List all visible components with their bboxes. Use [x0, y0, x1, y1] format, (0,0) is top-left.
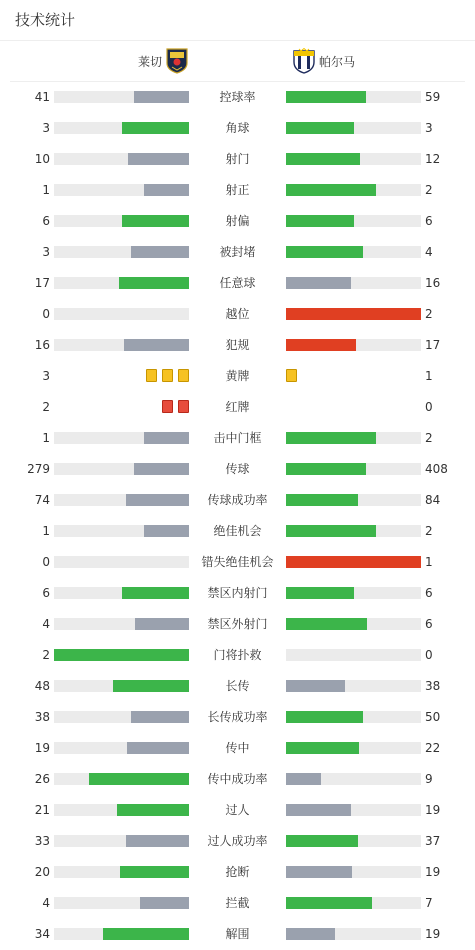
away-stat-bar [286, 649, 421, 661]
away-stat-bar-fill [286, 928, 335, 940]
away-cards [286, 369, 302, 383]
home-stat-bar-fill [144, 525, 189, 537]
home-stat-bar [54, 556, 189, 568]
away-stat-value: 19 [425, 803, 441, 817]
home-stat-bar [54, 525, 189, 537]
home-stat-value: 4 [42, 896, 50, 910]
away-stat-bar [286, 835, 421, 847]
away-stat-value: 0 [425, 648, 433, 662]
stat-label: 传中成功率 [207, 772, 268, 786]
away-stat-bar-fill [286, 153, 360, 165]
home-stat-bar [54, 246, 189, 258]
stat-row [0, 795, 475, 826]
home-stat-bar-fill [119, 277, 189, 289]
stats-list [0, 82, 475, 950]
home-stat-value: 10 [34, 152, 50, 166]
away-stat-bar-fill [286, 587, 354, 599]
away-stat-bar-fill [286, 122, 354, 134]
away-stat-value: 1 [425, 555, 433, 569]
away-stat-bar-fill [286, 494, 358, 506]
home-stat-value: 0 [42, 555, 50, 569]
stat-label: 门将扑救 [213, 648, 262, 662]
home-stat-bar-fill [127, 742, 189, 754]
home-stat-bar [54, 91, 189, 103]
away-stat-value: 2 [425, 183, 433, 197]
stat-label: 黄牌 [225, 369, 250, 383]
home-stat-bar-fill [126, 835, 189, 847]
away-stat-bar [286, 215, 421, 227]
away-stat-bar [286, 122, 421, 134]
home-stat-value: 20 [34, 865, 50, 879]
stat-label: 控球率 [219, 90, 256, 104]
away-stat-value: 19 [425, 865, 441, 879]
away-stat-value: 38 [425, 679, 441, 693]
home-stat-value: 279 [27, 462, 50, 476]
away-stat-bar [286, 153, 421, 165]
stat-label: 抢断 [225, 865, 250, 879]
stat-label: 击中门框 [213, 431, 262, 445]
home-stat-bar-fill [124, 339, 189, 351]
stat-row [0, 299, 475, 330]
stat-label: 传球 [225, 462, 250, 476]
home-stat-bar [54, 618, 189, 630]
page-title: 技术统计 [15, 11, 76, 29]
yellow-card-icon [162, 369, 173, 382]
stat-label: 过人成功率 [207, 834, 268, 848]
away-stat-bar [286, 184, 421, 196]
home-stat-bar [54, 215, 189, 227]
stat-row [0, 888, 475, 919]
stat-row [0, 423, 475, 454]
away-stat-bar [286, 246, 421, 258]
home-stat-bar [54, 711, 189, 723]
away-stat-bar-fill [286, 618, 367, 630]
away-stat-bar-fill [286, 773, 321, 785]
away-stat-bar [286, 680, 421, 692]
stat-row [0, 857, 475, 888]
away-stat-bar-fill [286, 897, 372, 909]
away-stat-value: 2 [425, 431, 433, 445]
home-stat-bar-fill [122, 122, 190, 134]
away-stat-bar [286, 308, 421, 320]
away-stat-bar-fill [286, 184, 376, 196]
home-stat-value: 2 [42, 400, 50, 414]
stat-label: 禁区外射门 [207, 617, 268, 631]
stat-label: 越位 [225, 307, 250, 321]
away-stat-value: 4 [425, 245, 433, 259]
home-stat-value: 1 [42, 431, 50, 445]
home-stat-bar [54, 804, 189, 816]
home-stat-bar-fill [103, 928, 189, 940]
home-stat-bar [54, 773, 189, 785]
stat-row [0, 826, 475, 857]
home-stat-bar [54, 928, 189, 940]
stat-row [0, 454, 475, 485]
home-stat-bar-fill [131, 711, 189, 723]
home-cards [141, 369, 189, 383]
stat-label: 禁区内射门 [207, 586, 268, 600]
stat-row [0, 485, 475, 516]
away-stat-value: 22 [425, 741, 441, 755]
stat-row [0, 702, 475, 733]
home-stat-bar [54, 835, 189, 847]
stat-row [0, 206, 475, 237]
home-stat-value: 34 [34, 927, 50, 941]
home-stat-value: 4 [42, 617, 50, 631]
away-stat-bar [286, 587, 421, 599]
away-stat-bar-fill [286, 680, 345, 692]
home-stat-bar-fill [131, 246, 189, 258]
home-stat-bar [54, 866, 189, 878]
home-stat-value: 48 [34, 679, 50, 693]
home-stat-bar [54, 494, 189, 506]
home-stat-value: 21 [34, 803, 50, 817]
stat-label: 长传成功率 [207, 710, 268, 724]
stat-label: 角球 [225, 121, 250, 135]
home-stat-bar-fill [54, 649, 189, 661]
away-stat-bar [286, 804, 421, 816]
home-stat-bar [54, 277, 189, 289]
away-stat-bar [286, 525, 421, 537]
away-stat-bar [286, 897, 421, 909]
away-stat-value: 50 [425, 710, 441, 724]
home-stat-value: 1 [42, 183, 50, 197]
stat-row [0, 113, 475, 144]
away-stat-bar-fill [286, 277, 351, 289]
stat-label: 解围 [225, 927, 250, 941]
away-stat-value: 7 [425, 896, 433, 910]
away-stat-value: 408 [425, 462, 448, 476]
away-stat-bar-fill [286, 866, 352, 878]
away-stat-value: 17 [425, 338, 441, 352]
home-stat-value: 74 [34, 493, 50, 507]
yellow-card-icon [178, 369, 189, 382]
home-stat-bar-fill [122, 215, 190, 227]
stat-label: 长传 [225, 679, 250, 693]
yellow-card-icon [146, 369, 157, 382]
away-stat-bar-fill [286, 308, 421, 320]
away-team-logo-icon[interactable] [293, 48, 315, 74]
stat-row [0, 82, 475, 113]
stat-label: 犯规 [225, 338, 250, 352]
stat-row [0, 609, 475, 640]
red-card-icon [178, 400, 189, 413]
stat-row [0, 640, 475, 671]
away-stat-bar-fill [286, 339, 356, 351]
home-stat-bar [54, 308, 189, 320]
away-stat-value: 0 [425, 400, 433, 414]
home-stat-value: 19 [34, 741, 50, 755]
home-stat-bar-fill [128, 153, 189, 165]
away-stat-bar-fill [286, 835, 358, 847]
home-stat-bar-fill [117, 804, 189, 816]
stat-row [0, 733, 475, 764]
home-stat-bar [54, 184, 189, 196]
away-stat-value: 84 [425, 493, 441, 507]
home-stat-value: 26 [34, 772, 50, 786]
home-stat-bar-fill [89, 773, 189, 785]
away-stat-bar [286, 618, 421, 630]
home-stat-value: 17 [34, 276, 50, 290]
away-stat-bar [286, 494, 421, 506]
home-stat-value: 0 [42, 307, 50, 321]
stat-label: 任意球 [219, 276, 256, 290]
away-stat-bar [286, 742, 421, 754]
stat-row [0, 392, 475, 423]
home-stat-value: 16 [34, 338, 50, 352]
home-stat-bar [54, 649, 189, 661]
stat-row [0, 516, 475, 547]
home-stat-value: 3 [42, 121, 50, 135]
home-stat-bar [54, 587, 189, 599]
home-stat-bar [54, 339, 189, 351]
stat-row [0, 361, 475, 392]
home-stat-value: 3 [42, 369, 50, 383]
away-stat-bar-fill [286, 804, 351, 816]
home-stat-value: 38 [34, 710, 50, 724]
away-stat-bar [286, 91, 421, 103]
away-stat-value: 6 [425, 214, 433, 228]
away-stat-value: 2 [425, 524, 433, 538]
away-stat-bar [286, 463, 421, 475]
away-stat-value: 59 [425, 90, 441, 104]
home-stat-value: 1 [42, 524, 50, 538]
home-stat-bar-fill [122, 587, 190, 599]
home-stat-bar-fill [144, 432, 189, 444]
stat-label: 红牌 [225, 400, 250, 414]
stat-label: 过人 [225, 803, 250, 817]
away-stat-value: 19 [425, 927, 441, 941]
away-stat-bar [286, 866, 421, 878]
away-stat-bar-fill [286, 91, 366, 103]
away-stat-bar-fill [286, 525, 376, 537]
away-stat-bar [286, 432, 421, 444]
away-stat-bar [286, 556, 421, 568]
away-stat-bar-fill [286, 742, 359, 754]
home-stat-bar [54, 432, 189, 444]
away-stat-value: 6 [425, 586, 433, 600]
home-stat-bar [54, 463, 189, 475]
away-stat-bar-fill [286, 215, 354, 227]
home-stat-bar [54, 897, 189, 909]
stat-row [0, 919, 475, 950]
home-stat-bar [54, 680, 189, 692]
home-stat-value: 6 [42, 214, 50, 228]
away-stat-bar-fill [286, 246, 363, 258]
away-stat-bar [286, 277, 421, 289]
away-stat-bar [286, 339, 421, 351]
stat-row [0, 144, 475, 175]
stat-label: 绝佳机会 [213, 524, 262, 538]
away-stat-bar-fill [286, 711, 363, 723]
away-stat-bar [286, 711, 421, 723]
home-stat-value: 6 [42, 586, 50, 600]
away-stat-value: 3 [425, 121, 433, 135]
home-stat-bar-fill [126, 494, 189, 506]
stat-label: 被封堵 [219, 245, 256, 259]
away-stat-bar [286, 773, 421, 785]
home-team-logo-icon[interactable] [166, 48, 188, 74]
stat-row [0, 578, 475, 609]
stat-label: 传中 [225, 741, 250, 755]
red-card-icon [162, 400, 173, 413]
home-stat-bar-fill [134, 463, 189, 475]
stat-row [0, 671, 475, 702]
home-team-name[interactable]: 莱切 [137, 55, 162, 69]
home-stat-bar-fill [140, 897, 189, 909]
home-stat-bar [54, 122, 189, 134]
home-stat-value: 41 [34, 90, 50, 104]
away-stat-value: 1 [425, 369, 433, 383]
stat-label: 射偏 [225, 214, 250, 228]
away-stat-value: 6 [425, 617, 433, 631]
home-cards [157, 400, 189, 414]
home-stat-value: 3 [42, 245, 50, 259]
away-stat-bar-fill [286, 556, 421, 568]
stat-row [0, 764, 475, 795]
stat-label: 射正 [225, 183, 250, 197]
away-stat-bar-fill [286, 432, 376, 444]
stat-label: 传球成功率 [207, 493, 268, 507]
teams-header [0, 41, 475, 81]
away-stat-value: 12 [425, 152, 441, 166]
home-stat-bar-fill [135, 618, 189, 630]
away-stat-value: 9 [425, 772, 433, 786]
home-stat-bar [54, 742, 189, 754]
away-stat-value: 2 [425, 307, 433, 321]
stat-label: 拦截 [225, 896, 250, 910]
home-stat-bar-fill [144, 184, 189, 196]
home-stat-bar-fill [113, 680, 189, 692]
away-team-name[interactable]: 帕尔马 [319, 55, 356, 69]
home-stat-bar-fill [120, 866, 189, 878]
stat-row [0, 175, 475, 206]
stat-row [0, 330, 475, 361]
home-stat-bar [54, 153, 189, 165]
yellow-card-icon [286, 369, 297, 382]
away-stat-value: 16 [425, 276, 441, 290]
away-stat-bar [286, 928, 421, 940]
stat-label: 射门 [225, 152, 250, 166]
home-stat-value: 33 [34, 834, 50, 848]
stat-label: 错失绝佳机会 [201, 555, 274, 569]
stat-row [0, 547, 475, 578]
stat-row [0, 268, 475, 299]
away-stat-bar-fill [286, 463, 366, 475]
away-stat-value: 37 [425, 834, 441, 848]
stat-row [0, 237, 475, 268]
home-stat-bar-fill [134, 91, 189, 103]
home-stat-value: 2 [42, 648, 50, 662]
